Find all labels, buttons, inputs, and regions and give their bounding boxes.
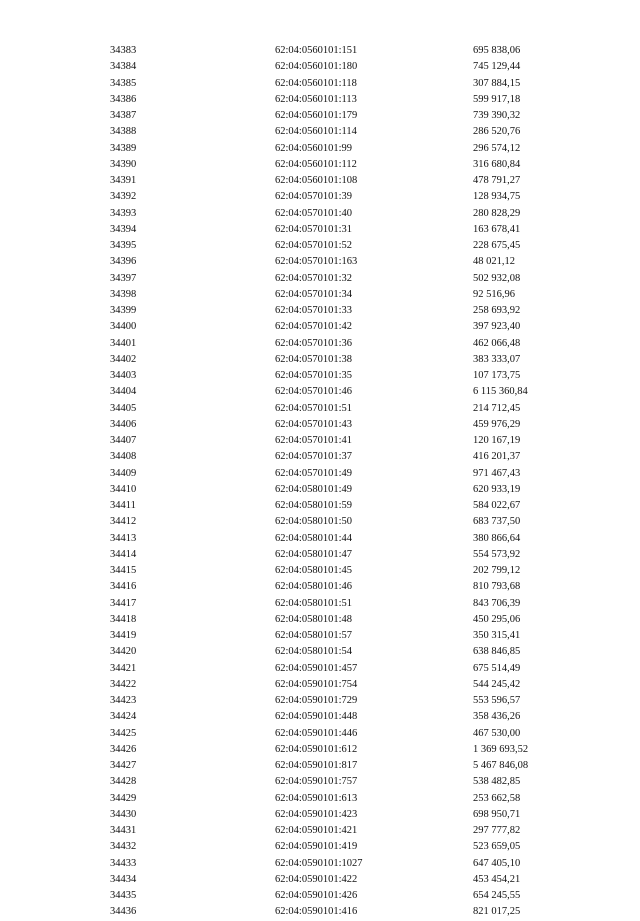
value-amount: 280 828,29 xyxy=(473,207,521,219)
table-row xyxy=(0,303,640,319)
table-row xyxy=(0,904,640,920)
value-amount: 307 884,15 xyxy=(473,77,521,89)
table-row xyxy=(0,466,640,482)
cadastral-number: 62:04:0560101:179 xyxy=(275,110,358,121)
value-amount: 296 574,12 xyxy=(473,142,521,154)
table-row xyxy=(0,498,640,514)
row-number: 34390 xyxy=(110,158,137,170)
table-row xyxy=(0,173,640,189)
value-amount: 163 678,41 xyxy=(473,223,521,235)
table-row xyxy=(0,596,640,612)
table-row xyxy=(0,76,640,92)
row-number: 34417 xyxy=(110,597,137,609)
value-amount: 654 245,55 xyxy=(473,890,521,901)
table-row xyxy=(0,742,640,758)
cadastral-number: 62:04:0580101:49 xyxy=(275,483,353,495)
cadastral-number: 62:04:0580101:57 xyxy=(275,630,353,641)
cadastral-number: 62:04:0590101:416 xyxy=(275,906,358,918)
value-amount: 397 923,40 xyxy=(473,321,521,333)
cadastral-number: 62:04:0580101:47 xyxy=(275,548,353,560)
table-row xyxy=(0,384,640,400)
cadastral-number: 62:04:0570101:37 xyxy=(275,451,353,463)
table-row xyxy=(0,823,640,839)
table-row xyxy=(0,108,640,124)
row-number: 34421 xyxy=(110,662,137,674)
table-row xyxy=(0,628,640,644)
row-number: 34433 xyxy=(110,857,137,869)
cadastral-number: 62:04:0560101:114 xyxy=(275,126,357,138)
row-number: 34425 xyxy=(110,727,137,739)
cadastral-number: 62:04:0570101:35 xyxy=(275,370,353,381)
value-amount: 584 022,67 xyxy=(473,500,521,511)
cadastral-number: 62:04:0560101:99 xyxy=(275,142,353,154)
cadastral-number: 62:04:0590101:817 xyxy=(275,760,358,771)
value-amount: 810 793,68 xyxy=(473,581,521,593)
row-number: 34388 xyxy=(110,126,137,138)
cadastral-number: 62:04:0560101:113 xyxy=(275,93,357,105)
value-amount: 478 791,27 xyxy=(473,175,521,186)
row-number: 34430 xyxy=(110,808,137,820)
table-row xyxy=(0,612,640,628)
row-number: 34427 xyxy=(110,760,137,771)
row-number: 34404 xyxy=(110,386,137,398)
cadastral-number: 62:04:0590101:457 xyxy=(275,662,358,674)
row-number: 34393 xyxy=(110,207,137,219)
cadastral-number: 62:04:0590101:423 xyxy=(275,808,358,820)
value-amount: 554 573,92 xyxy=(473,548,521,560)
table-row xyxy=(0,563,640,579)
table-row xyxy=(0,368,640,384)
row-number: 34384 xyxy=(110,61,137,73)
cadastral-number: 62:04:0580101:59 xyxy=(275,500,353,511)
row-number: 34401 xyxy=(110,337,137,349)
cadastral-number: 62:04:0570101:42 xyxy=(275,321,353,333)
value-amount: 358 436,26 xyxy=(473,711,521,723)
value-amount: 538 482,85 xyxy=(473,776,521,788)
table-row xyxy=(0,206,640,222)
row-number: 34403 xyxy=(110,370,137,381)
cadastral-number: 62:04:0570101:34 xyxy=(275,288,353,300)
value-amount: 1 369 693,52 xyxy=(473,743,529,755)
row-number: 34395 xyxy=(110,240,137,251)
table-row xyxy=(0,872,640,888)
value-amount: 745 129,44 xyxy=(473,61,521,73)
table-row xyxy=(0,774,640,790)
table-row xyxy=(0,531,640,547)
cadastral-number: 62:04:0570101:49 xyxy=(275,467,353,479)
cadastral-number: 62:04:0570101:31 xyxy=(275,223,353,235)
table-row xyxy=(0,839,640,855)
cadastral-number: 62:04:0590101:426 xyxy=(275,890,358,901)
value-amount: 286 520,76 xyxy=(473,126,521,138)
cadastral-number: 62:04:0570101:39 xyxy=(275,191,353,203)
table-row xyxy=(0,254,640,270)
value-amount: 502 932,08 xyxy=(473,272,521,284)
table-row xyxy=(0,726,640,742)
row-number: 34413 xyxy=(110,532,137,544)
row-number: 34429 xyxy=(110,792,137,804)
cadastral-number: 62:04:0560101:180 xyxy=(275,61,358,73)
table-row xyxy=(0,141,640,157)
table-row xyxy=(0,238,640,254)
row-number: 34422 xyxy=(110,678,137,690)
row-number: 34428 xyxy=(110,776,137,788)
row-number: 34412 xyxy=(110,516,137,528)
cadastral-number: 62:04:0580101:50 xyxy=(275,516,353,528)
row-number: 34411 xyxy=(110,500,136,511)
cadastral-number: 62:04:0590101:419 xyxy=(275,841,358,853)
cadastral-number: 62:04:0570101:38 xyxy=(275,353,353,365)
cadastral-number: 62:04:0580101:48 xyxy=(275,613,353,625)
value-amount: 553 596,57 xyxy=(473,695,521,706)
value-amount: 6 115 360,84 xyxy=(473,386,528,398)
value-amount: 107 173,75 xyxy=(473,370,521,381)
row-number: 34420 xyxy=(110,646,137,658)
value-amount: 48 021,12 xyxy=(473,256,515,268)
document-table xyxy=(0,43,640,921)
value-amount: 228 675,45 xyxy=(473,240,521,251)
cadastral-number: 62:04:0590101:757 xyxy=(275,776,358,788)
cadastral-number: 62:04:0570101:32 xyxy=(275,272,353,284)
table-row xyxy=(0,271,640,287)
table-row xyxy=(0,449,640,465)
row-number: 34435 xyxy=(110,890,137,901)
row-number: 34402 xyxy=(110,353,137,365)
table-row xyxy=(0,677,640,693)
row-number: 34424 xyxy=(110,711,137,723)
row-number: 34416 xyxy=(110,581,137,593)
row-number: 34423 xyxy=(110,695,137,706)
value-amount: 297 777,82 xyxy=(473,825,521,836)
table-row xyxy=(0,222,640,238)
value-amount: 620 933,19 xyxy=(473,483,521,495)
cadastral-number: 62:04:0560101:151 xyxy=(275,45,358,56)
table-row xyxy=(0,401,640,417)
table-row xyxy=(0,661,640,677)
table-row xyxy=(0,336,640,352)
row-number: 34419 xyxy=(110,630,137,641)
table-row xyxy=(0,807,640,823)
cadastral-number: 62:04:0560101:118 xyxy=(275,77,357,89)
value-amount: 683 737,50 xyxy=(473,516,521,528)
value-amount: 695 838,06 xyxy=(473,45,521,56)
table-row xyxy=(0,92,640,108)
cadastral-number: 62:04:0560101:112 xyxy=(275,158,357,170)
row-number: 34410 xyxy=(110,483,137,495)
value-amount: 316 680,84 xyxy=(473,158,521,170)
value-amount: 544 245,42 xyxy=(473,678,521,690)
table-row xyxy=(0,319,640,335)
value-amount: 647 405,10 xyxy=(473,857,521,869)
value-amount: 459 976,29 xyxy=(473,418,521,430)
cadastral-number: 62:04:0590101:422 xyxy=(275,873,358,885)
table-row xyxy=(0,579,640,595)
row-number: 34407 xyxy=(110,435,137,446)
row-number: 34409 xyxy=(110,467,137,479)
cadastral-number: 62:04:0570101:163 xyxy=(275,256,358,268)
value-amount: 739 390,32 xyxy=(473,110,521,121)
cadastral-number: 62:04:0580101:46 xyxy=(275,581,353,593)
cadastral-number: 62:04:0570101:33 xyxy=(275,305,353,316)
row-number: 34398 xyxy=(110,288,137,300)
table-row xyxy=(0,189,640,205)
row-number: 34387 xyxy=(110,110,137,121)
cadastral-number: 62:04:0570101:52 xyxy=(275,240,353,251)
table-row xyxy=(0,433,640,449)
table-row xyxy=(0,856,640,872)
row-number: 34400 xyxy=(110,321,137,333)
cadastral-number: 62:04:0590101:729 xyxy=(275,695,358,706)
row-number: 34386 xyxy=(110,93,137,105)
value-amount: 202 799,12 xyxy=(473,565,521,576)
table-row xyxy=(0,124,640,140)
value-amount: 214 712,45 xyxy=(473,402,521,414)
cadastral-number: 62:04:0590101:448 xyxy=(275,711,358,723)
value-amount: 675 514,49 xyxy=(473,662,521,674)
row-number: 34385 xyxy=(110,77,137,89)
table-row xyxy=(0,791,640,807)
cadastral-number: 62:04:0570101:41 xyxy=(275,435,353,446)
table-row xyxy=(0,888,640,904)
value-amount: 450 295,06 xyxy=(473,613,521,625)
row-number: 34431 xyxy=(110,825,137,836)
table-row xyxy=(0,352,640,368)
cadastral-number: 62:04:0580101:44 xyxy=(275,532,353,544)
cadastral-number: 62:04:0590101:446 xyxy=(275,727,358,739)
value-amount: 971 467,43 xyxy=(473,467,521,479)
cadastral-number: 62:04:0590101:421 xyxy=(275,825,358,836)
table-row xyxy=(0,43,640,59)
row-number: 34383 xyxy=(110,45,137,56)
row-number: 34432 xyxy=(110,841,137,853)
cadastral-number: 62:04:0560101:108 xyxy=(275,175,358,186)
value-amount: 843 706,39 xyxy=(473,597,521,609)
value-amount: 467 530,00 xyxy=(473,727,521,739)
row-number: 34434 xyxy=(110,873,137,885)
row-number: 34397 xyxy=(110,272,137,284)
row-number: 34394 xyxy=(110,223,137,235)
value-amount: 638 846,85 xyxy=(473,646,521,658)
table-row xyxy=(0,417,640,433)
table-row xyxy=(0,709,640,725)
row-number: 34426 xyxy=(110,743,137,755)
table-row xyxy=(0,59,640,75)
value-amount: 383 333,07 xyxy=(473,353,521,365)
cadastral-number: 62:04:0570101:40 xyxy=(275,207,353,219)
cadastral-number: 62:04:0590101:612 xyxy=(275,743,358,755)
table-row xyxy=(0,758,640,774)
row-number: 34415 xyxy=(110,565,137,576)
cadastral-number: 62:04:0580101:54 xyxy=(275,646,353,658)
value-amount: 92 516,96 xyxy=(473,288,515,300)
row-number: 34408 xyxy=(110,451,137,463)
value-amount: 453 454,21 xyxy=(473,873,521,885)
row-number: 34392 xyxy=(110,191,137,203)
row-number: 34399 xyxy=(110,305,137,316)
value-amount: 128 934,75 xyxy=(473,191,521,203)
value-amount: 258 693,92 xyxy=(473,305,521,316)
value-amount: 416 201,37 xyxy=(473,451,521,463)
row-number: 34418 xyxy=(110,613,137,625)
row-number: 34406 xyxy=(110,418,137,430)
row-number: 34436 xyxy=(110,906,137,918)
cadastral-number: 62:04:0570101:36 xyxy=(275,337,353,349)
cadastral-number: 62:04:0580101:51 xyxy=(275,597,353,609)
value-amount: 380 866,64 xyxy=(473,532,521,544)
value-amount: 523 659,05 xyxy=(473,841,521,853)
value-amount: 821 017,25 xyxy=(473,906,521,918)
cadastral-number: 62:04:0570101:43 xyxy=(275,418,353,430)
table-row xyxy=(0,644,640,660)
table-row xyxy=(0,482,640,498)
row-number: 34414 xyxy=(110,548,137,560)
row-number: 34396 xyxy=(110,256,137,268)
cadastral-number: 62:04:0570101:51 xyxy=(275,402,353,414)
row-number: 34391 xyxy=(110,175,137,186)
row-number: 34405 xyxy=(110,402,137,414)
table-row xyxy=(0,693,640,709)
table-row xyxy=(0,514,640,530)
cadastral-number: 62:04:0580101:45 xyxy=(275,565,353,576)
table-row xyxy=(0,547,640,563)
value-amount: 350 315,41 xyxy=(473,630,521,641)
value-amount: 120 167,19 xyxy=(473,435,521,446)
row-number: 34389 xyxy=(110,142,137,154)
cadastral-number: 62:04:0590101:613 xyxy=(275,792,358,804)
value-amount: 5 467 846,08 xyxy=(473,760,529,771)
cadastral-number: 62:04:0590101:754 xyxy=(275,678,358,690)
value-amount: 698 950,71 xyxy=(473,808,521,820)
table-row xyxy=(0,157,640,173)
cadastral-number: 62:04:0570101:46 xyxy=(275,386,353,398)
value-amount: 462 066,48 xyxy=(473,337,521,349)
value-amount: 599 917,18 xyxy=(473,93,521,105)
table-row xyxy=(0,287,640,303)
value-amount: 253 662,58 xyxy=(473,792,521,804)
cadastral-number: 62:04:0590101:1027 xyxy=(275,857,363,869)
